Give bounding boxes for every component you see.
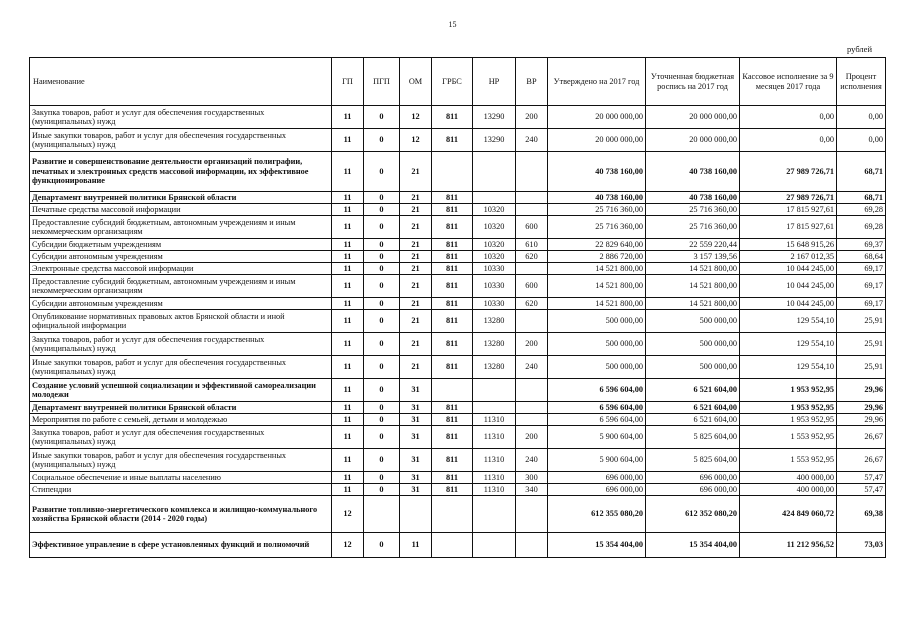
table-row [30,239,886,251]
row-clarified: 6 521 604,00 [646,402,740,414]
row-approved: 22 829 640,00 [548,239,646,251]
row-percent: 69,17 [837,298,886,310]
table-header-row [30,58,886,106]
row-gp: 11 [332,426,364,449]
row-nr: 11310 [473,449,516,472]
row-clarified: 20 000 000,00 [646,129,740,152]
row-vr [516,402,548,414]
row-om: 21 [400,298,432,310]
row-name: Мероприятия по работе с семьей, детьми и молодежью [30,414,332,426]
row-nr [473,152,516,192]
row-grbs: 811 [432,106,473,129]
row-gp: 12 [332,533,364,558]
row-cash: 15 648 915,26 [740,239,837,251]
row-nr: 10320 [473,204,516,216]
row-om: 21 [400,192,432,204]
row-percent: 68,71 [837,192,886,204]
row-pgp: 0 [364,484,400,496]
row-pgp: 0 [364,275,400,298]
row-percent: 29,96 [837,379,886,402]
row-gp: 11 [332,129,364,152]
row-om: 12 [400,129,432,152]
row-name: Стипендии [30,484,332,496]
row-grbs: 811 [432,414,473,426]
row-clarified: 500 000,00 [646,356,740,379]
row-grbs [432,379,473,402]
row-pgp: 0 [364,310,400,333]
row-pgp [364,496,400,533]
row-nr: 13280 [473,356,516,379]
row-approved: 6 596 604,00 [548,379,646,402]
row-approved: 25 716 360,00 [548,216,646,239]
budget-table [29,57,886,558]
row-gp: 11 [332,356,364,379]
row-name: Электронные средства массовой информации [30,263,332,275]
row-nr [473,379,516,402]
row-name: Печатные средства массовой информации [30,204,332,216]
row-name: Субсидии автономным учреждениям [30,298,332,310]
row-approved: 14 521 800,00 [548,275,646,298]
row-nr: 10320 [473,216,516,239]
row-pgp: 0 [364,152,400,192]
row-cash: 1 953 952,95 [740,402,837,414]
row-percent: 73,03 [837,533,886,558]
row-approved: 500 000,00 [548,310,646,333]
row-clarified: 25 716 360,00 [646,216,740,239]
row-name: Развитие и совершенствование деятельности организаций полиграфии, печатных и электронных средств массовой информации, их эффективное функционирование [30,152,332,192]
table-row [30,251,886,263]
row-percent: 69,17 [837,263,886,275]
row-vr [516,204,548,216]
header-om: ОМ [400,58,432,106]
row-vr: 300 [516,472,548,484]
table-row [30,356,886,379]
row-pgp: 0 [364,192,400,204]
row-nr: 10320 [473,251,516,263]
row-om: 21 [400,310,432,333]
row-pgp: 0 [364,251,400,263]
row-pgp: 0 [364,106,400,129]
row-pgp: 0 [364,414,400,426]
row-vr: 600 [516,275,548,298]
row-om: 31 [400,484,432,496]
header-gp: ГП [332,58,364,106]
row-pgp: 0 [364,379,400,402]
row-cash: 129 554,10 [740,333,837,356]
row-name: Иные закупки товаров, работ и услуг для обеспечения государственных (муниципальных) нужд [30,449,332,472]
row-gp: 11 [332,275,364,298]
header-clarified: Уточненная бюджетная роспись на 2017 год [646,58,740,106]
row-approved: 5 900 604,00 [548,449,646,472]
row-gp: 11 [332,402,364,414]
row-nr: 13280 [473,310,516,333]
table-row [30,216,886,239]
row-nr: 11310 [473,426,516,449]
row-grbs: 811 [432,356,473,379]
table-row [30,402,886,414]
row-approved: 14 521 800,00 [548,298,646,310]
row-name: Департамент внутренней политики Брянской области [30,402,332,414]
row-cash: 424 849 060,72 [740,496,837,533]
row-pgp: 0 [364,533,400,558]
row-vr: 340 [516,484,548,496]
row-approved: 25 716 360,00 [548,204,646,216]
row-grbs: 811 [432,204,473,216]
row-grbs: 811 [432,239,473,251]
page-number: 15 [448,20,457,29]
row-clarified: 500 000,00 [646,333,740,356]
row-vr: 600 [516,216,548,239]
row-om: 21 [400,263,432,275]
row-percent: 57,47 [837,472,886,484]
row-approved: 6 596 604,00 [548,414,646,426]
row-clarified: 6 521 604,00 [646,414,740,426]
header-nr: НР [473,58,516,106]
row-approved: 696 000,00 [548,484,646,496]
row-pgp: 0 [364,426,400,449]
row-approved: 696 000,00 [548,472,646,484]
row-approved: 2 886 720,00 [548,251,646,263]
row-om: 31 [400,426,432,449]
row-grbs [432,496,473,533]
row-om: 31 [400,472,432,484]
row-clarified: 14 521 800,00 [646,263,740,275]
table-row [30,449,886,472]
header-name: Наименование [30,58,332,106]
units-label: рублей [847,44,872,54]
row-cash: 10 044 245,00 [740,263,837,275]
row-name: Субсидии бюджетным учреждениям [30,239,332,251]
row-nr [473,402,516,414]
row-cash: 17 815 927,61 [740,204,837,216]
row-vr: 620 [516,251,548,263]
row-nr: 10330 [473,298,516,310]
row-name: Закупка товаров, работ и услуг для обеспечения государственных (муниципальных) нужд [30,426,332,449]
row-grbs: 811 [432,216,473,239]
row-clarified: 3 157 139,56 [646,251,740,263]
row-gp: 12 [332,496,364,533]
table-row [30,106,886,129]
row-name: Опубликование нормативных правовых актов Брянской области и иной официальной информации [30,310,332,333]
row-cash: 0,00 [740,129,837,152]
table-body [30,106,886,558]
row-clarified: 15 354 404,00 [646,533,740,558]
row-nr: 13290 [473,106,516,129]
row-vr [516,192,548,204]
row-om: 21 [400,333,432,356]
row-percent: 69,28 [837,216,886,239]
row-percent: 29,96 [837,402,886,414]
row-clarified: 14 521 800,00 [646,275,740,298]
row-om: 11 [400,533,432,558]
row-percent: 0,00 [837,106,886,129]
row-nr: 13280 [473,333,516,356]
row-cash: 1 553 952,95 [740,426,837,449]
row-name: Социальное обеспечение и иные выплаты населению [30,472,332,484]
row-gp: 11 [332,204,364,216]
row-percent: 69,37 [837,239,886,251]
row-clarified: 22 559 220,44 [646,239,740,251]
row-nr: 10320 [473,239,516,251]
row-vr: 240 [516,129,548,152]
row-pgp: 0 [364,356,400,379]
row-vr [516,496,548,533]
row-pgp: 0 [364,298,400,310]
header-percent: Процент исполнения [837,58,886,106]
row-gp: 11 [332,472,364,484]
row-cash: 129 554,10 [740,356,837,379]
table-row [30,484,886,496]
row-grbs [432,152,473,192]
row-vr: 200 [516,426,548,449]
header-vr: ВР [516,58,548,106]
row-cash: 17 815 927,61 [740,216,837,239]
row-pgp: 0 [364,263,400,275]
row-name: Субсидии автономным учреждениям [30,251,332,263]
row-approved: 40 738 160,00 [548,192,646,204]
row-approved: 20 000 000,00 [548,129,646,152]
row-grbs: 811 [432,449,473,472]
row-cash: 10 044 245,00 [740,298,837,310]
row-vr: 240 [516,449,548,472]
table-row [30,414,886,426]
row-approved: 500 000,00 [548,333,646,356]
row-pgp: 0 [364,216,400,239]
row-clarified: 25 716 360,00 [646,204,740,216]
row-gp: 11 [332,379,364,402]
row-grbs: 811 [432,333,473,356]
table-row [30,379,886,402]
row-grbs: 811 [432,472,473,484]
row-nr [473,533,516,558]
row-percent: 29,96 [837,414,886,426]
row-name: Закупка товаров, работ и услуг для обеспечения государственных (муниципальных) нужд [30,106,332,129]
row-vr [516,152,548,192]
row-grbs: 811 [432,402,473,414]
row-om: 21 [400,356,432,379]
row-clarified: 696 000,00 [646,472,740,484]
row-vr [516,263,548,275]
row-gp: 11 [332,310,364,333]
row-gp: 11 [332,263,364,275]
row-pgp: 0 [364,472,400,484]
row-nr: 10330 [473,275,516,298]
row-name: Департамент внутренней политики Брянской области [30,192,332,204]
row-om: 31 [400,402,432,414]
row-grbs: 811 [432,275,473,298]
table-row [30,310,886,333]
row-vr [516,414,548,426]
row-cash: 400 000,00 [740,484,837,496]
row-approved: 40 738 160,00 [548,152,646,192]
header-pgp: ПГП [364,58,400,106]
row-approved: 20 000 000,00 [548,106,646,129]
row-grbs: 811 [432,129,473,152]
row-percent: 68,71 [837,152,886,192]
row-cash: 2 167 012,35 [740,251,837,263]
row-cash: 400 000,00 [740,472,837,484]
row-approved: 612 355 080,20 [548,496,646,533]
row-clarified: 40 738 160,00 [646,152,740,192]
row-name: Иные закупки товаров, работ и услуг для обеспечения государственных (муниципальных) нужд [30,129,332,152]
row-cash: 1 953 952,95 [740,379,837,402]
row-vr: 620 [516,298,548,310]
row-vr [516,379,548,402]
row-cash: 10 044 245,00 [740,275,837,298]
row-gp: 11 [332,192,364,204]
row-om: 21 [400,152,432,192]
row-vr: 200 [516,106,548,129]
row-approved: 500 000,00 [548,356,646,379]
row-cash: 129 554,10 [740,310,837,333]
row-name: Предоставление субсидий бюджетным, автономным учреждениям и иным некоммерческим организациям [30,275,332,298]
row-gp: 11 [332,484,364,496]
row-pgp: 0 [364,204,400,216]
row-grbs: 811 [432,484,473,496]
row-grbs: 811 [432,251,473,263]
row-vr: 610 [516,239,548,251]
table-row [30,472,886,484]
row-clarified: 696 000,00 [646,484,740,496]
row-om: 31 [400,379,432,402]
row-pgp: 0 [364,402,400,414]
row-nr: 10330 [473,263,516,275]
row-approved: 14 521 800,00 [548,263,646,275]
row-clarified: 500 000,00 [646,310,740,333]
row-gp: 11 [332,152,364,192]
row-gp: 11 [332,333,364,356]
row-nr: 13290 [473,129,516,152]
row-gp: 11 [332,239,364,251]
header-grbs: ГРБС [432,58,473,106]
table-row [30,192,886,204]
header-approved: Утверждено на 2017 год [548,58,646,106]
table-row [30,298,886,310]
row-percent: 57,47 [837,484,886,496]
row-gp: 11 [332,251,364,263]
row-name: Развитие топливно-энергетического комплекса и жилищно-коммунального хозяйства Брянской области (2014 - 2020 годы) [30,496,332,533]
row-nr [473,192,516,204]
row-grbs: 811 [432,426,473,449]
row-om: 31 [400,449,432,472]
row-name: Закупка товаров, работ и услуг для обеспечения государственных (муниципальных) нужд [30,333,332,356]
row-om: 21 [400,239,432,251]
row-approved: 5 900 604,00 [548,426,646,449]
row-percent: 0,00 [837,129,886,152]
table-row [30,263,886,275]
row-nr: 11310 [473,472,516,484]
row-om: 21 [400,216,432,239]
row-percent: 26,67 [837,449,886,472]
row-vr: 200 [516,333,548,356]
row-om [400,496,432,533]
row-nr [473,496,516,533]
row-approved: 6 596 604,00 [548,402,646,414]
row-grbs: 811 [432,263,473,275]
row-clarified: 612 352 080,20 [646,496,740,533]
row-gp: 11 [332,298,364,310]
row-om: 21 [400,251,432,263]
row-cash: 1 953 952,95 [740,414,837,426]
row-gp: 11 [332,106,364,129]
row-name: Иные закупки товаров, работ и услуг для обеспечения государственных (муниципальных) нужд [30,356,332,379]
row-nr: 11310 [473,414,516,426]
row-percent: 26,67 [837,426,886,449]
table-row [30,333,886,356]
row-grbs [432,533,473,558]
table-row [30,204,886,216]
row-clarified: 40 738 160,00 [646,192,740,204]
row-om: 21 [400,275,432,298]
row-grbs: 811 [432,310,473,333]
row-gp: 11 [332,216,364,239]
row-pgp: 0 [364,449,400,472]
table-row [30,496,886,533]
row-percent: 25,91 [837,356,886,379]
row-grbs: 811 [432,298,473,310]
table-row [30,152,886,192]
row-name: Эффективное управление в сфере установленных функций и полномочий [30,533,332,558]
row-vr: 240 [516,356,548,379]
row-pgp: 0 [364,239,400,251]
row-percent: 25,91 [837,310,886,333]
header-cash: Кассовое исполнение за 9 месяцев 2017 года [740,58,837,106]
row-clarified: 5 825 604,00 [646,449,740,472]
row-om: 31 [400,414,432,426]
row-nr: 11310 [473,484,516,496]
row-om: 21 [400,204,432,216]
row-cash: 27 989 726,71 [740,192,837,204]
row-vr [516,533,548,558]
row-name: Создание условий успешной социализации и эффективной самореализации молодежи [30,379,332,402]
row-approved: 15 354 404,00 [548,533,646,558]
row-percent: 25,91 [837,333,886,356]
row-percent: 69,38 [837,496,886,533]
row-percent: 69,28 [837,204,886,216]
table-row [30,426,886,449]
row-percent: 68,64 [837,251,886,263]
row-cash: 1 553 952,95 [740,449,837,472]
row-om: 12 [400,106,432,129]
row-pgp: 0 [364,129,400,152]
row-cash: 11 212 956,52 [740,533,837,558]
row-cash: 27 989 726,71 [740,152,837,192]
row-gp: 11 [332,414,364,426]
row-clarified: 14 521 800,00 [646,298,740,310]
row-pgp: 0 [364,333,400,356]
row-clarified: 6 521 604,00 [646,379,740,402]
row-name: Предоставление субсидий бюджетным, автономным учреждениям и иным некоммерческим организациям [30,216,332,239]
row-gp: 11 [332,449,364,472]
row-vr [516,310,548,333]
table-row [30,129,886,152]
row-cash: 0,00 [740,106,837,129]
row-grbs: 811 [432,192,473,204]
row-clarified: 20 000 000,00 [646,106,740,129]
table-row [30,275,886,298]
row-percent: 69,17 [837,275,886,298]
table-row [30,533,886,558]
row-clarified: 5 825 604,00 [646,426,740,449]
